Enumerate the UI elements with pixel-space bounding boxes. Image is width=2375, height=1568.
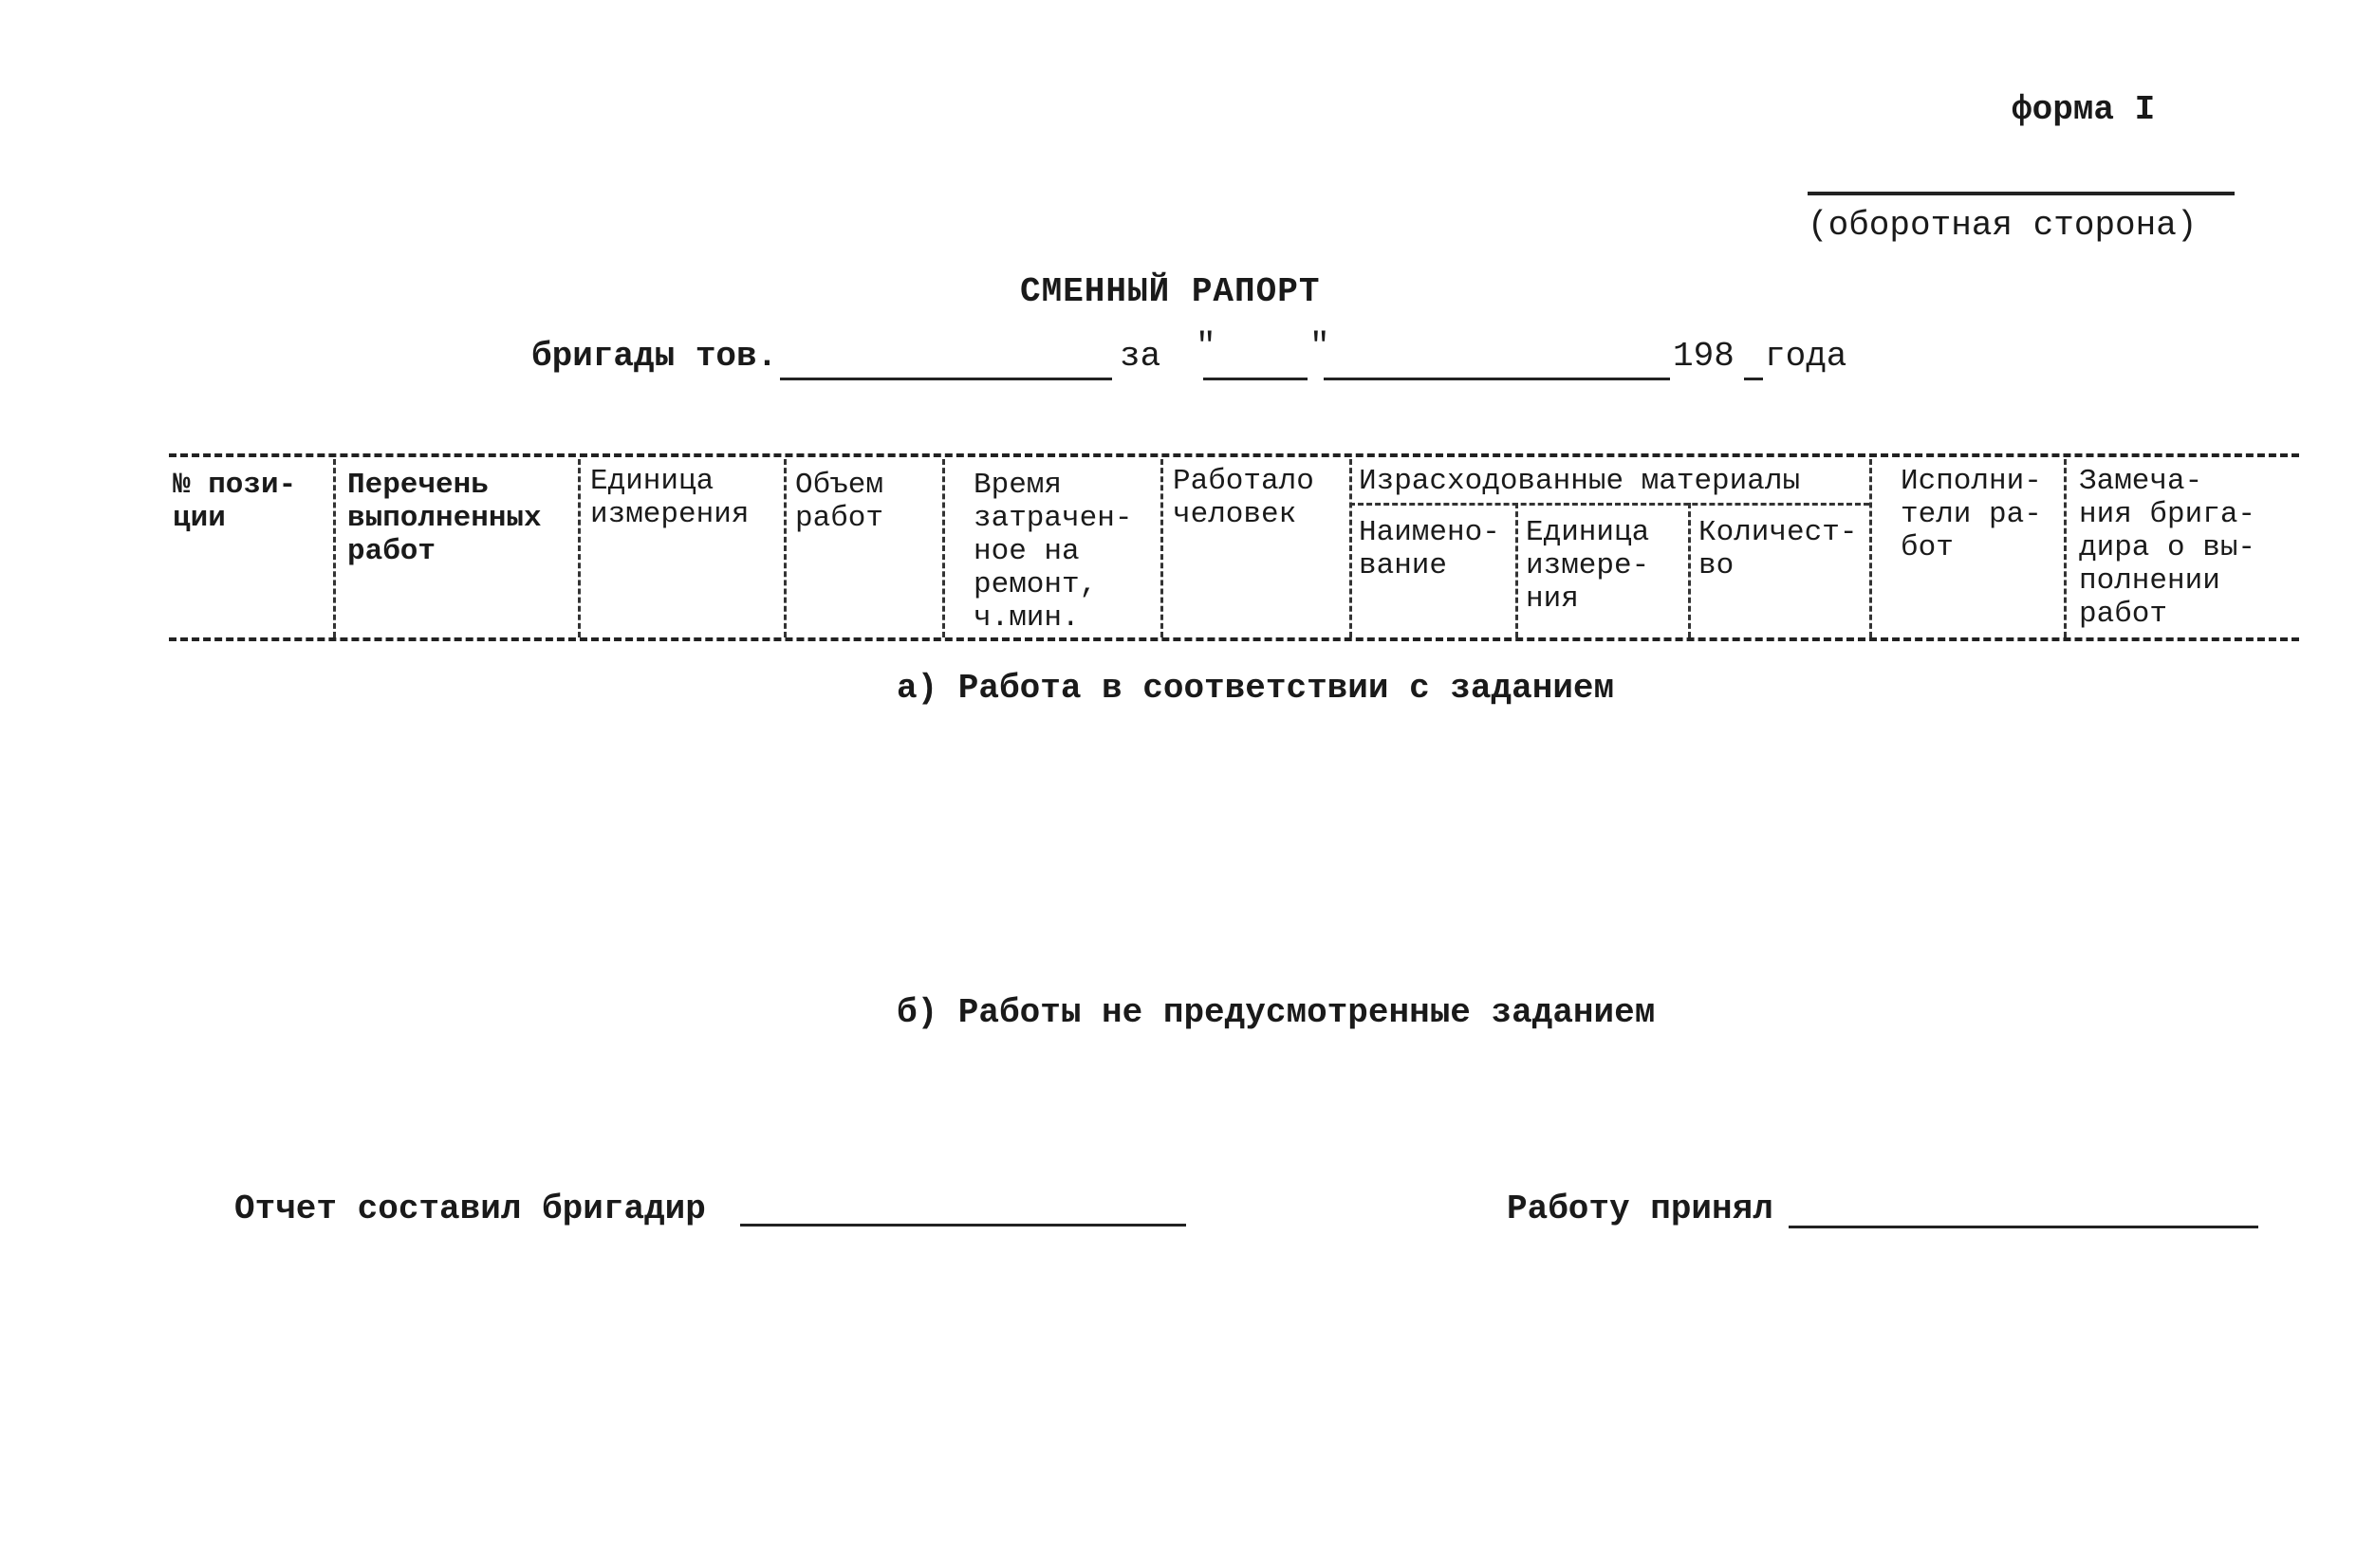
col-divider	[784, 459, 787, 637]
col-time-spent: Время затрачен- ное на ремонт, ч.мин.	[974, 469, 1133, 635]
subcol-material-name: Наимено- вание	[1359, 516, 1500, 582]
col-divider	[942, 459, 945, 637]
report-table-header	[169, 453, 2299, 640]
month-blank	[1324, 378, 1670, 380]
open-quote: "	[1196, 327, 1216, 366]
col-executors: Исполни- тели ра- бот	[1901, 465, 2042, 564]
col-foreman-remarks: Замеча- ния бригa- дира о вы- полнении работ	[2079, 465, 2256, 631]
col-people-worked: Работало человек	[1173, 465, 1314, 531]
year-word: года	[1765, 337, 1847, 376]
col-divider	[578, 459, 581, 637]
document-title: СМЕННЫЙ РАПОРТ	[1020, 272, 1321, 311]
col-divider	[333, 459, 336, 637]
work-accepted-by-label: Работу принял	[1507, 1190, 1773, 1228]
col-divider	[1869, 459, 1872, 637]
col-divider	[1160, 459, 1163, 637]
reverse-side-label: (оборотная сторона)	[1808, 206, 2198, 245]
col-divider	[1688, 503, 1691, 637]
section-b-heading: б) Работы не предусмотренные заданием	[897, 993, 1656, 1032]
col-divider	[1515, 503, 1518, 637]
form-number-line	[1808, 192, 2235, 195]
section-a-heading: а) Работа в соответствии с заданием	[897, 669, 1615, 708]
close-quote: "	[1309, 327, 1330, 366]
col-divider	[2064, 459, 2067, 637]
year-prefix: 198	[1673, 337, 1735, 376]
period-za: за	[1120, 337, 1161, 376]
table-bottom-border	[169, 637, 2299, 641]
form-label: форма I	[2012, 90, 2156, 129]
col-divider	[1349, 459, 1352, 637]
report-compiled-by-label: Отчет составил бригадир	[234, 1190, 706, 1228]
foreman-signature-line	[740, 1224, 1186, 1227]
col-volume: Объем работ	[795, 469, 884, 535]
col-works-list: Перечень выполненных работ	[347, 469, 542, 568]
col-position: № пози- ции	[173, 469, 297, 535]
brigade-name-blank	[780, 378, 1112, 380]
brigade-prefix: бригады тов.	[531, 337, 778, 376]
col-materials-used: Израсходованные материалы	[1359, 465, 1801, 498]
table-top-border	[169, 453, 2299, 457]
day-blank	[1203, 378, 1308, 380]
subcol-material-quantity: Количест- во	[1698, 516, 1858, 582]
acceptor-signature-line	[1789, 1226, 2258, 1228]
subcol-material-unit: Единица измере- ния	[1526, 516, 1650, 616]
year-digit-blank	[1744, 378, 1763, 380]
col-unit: Единица измерения	[590, 465, 750, 531]
